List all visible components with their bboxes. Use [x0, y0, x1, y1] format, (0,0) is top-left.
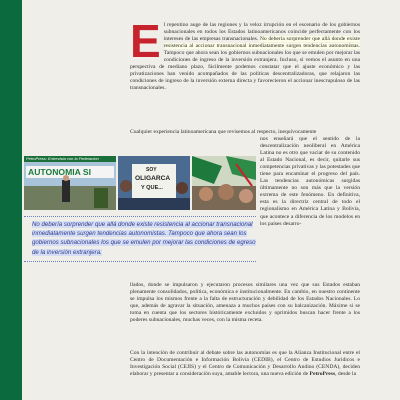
highlighted-sentence: No debería sorprender que allá donde existe resistencia al accionar transnacional inmediatamente surgen tendencias autonomistas. [163, 36, 360, 50]
pull-quote-text: No debería sorprender que allá donde existe resistencia al accionar transnacional inmediatamente surgen tendencias autonomistas. Tampoco que ahora sean los gobiernos subnacionales los que se emulen por mejorar las condiciones de egreso de la inversión extranjera. [32, 221, 256, 256]
paragraph-3: Con la intención de contribuir al debate sobre las autonomías es que la Alianza Institucional entre el Centro de Documentación e Información Bolivia (CEDIB), el Centro de Estudios Jurídicos e Investigación Social (CEJIS) y el Centro de Comunicación y Desarrollo Andino (CENDA), deciden elaborar y presentar a consideración suya, amable lectora, una nueva edición de PetroPress, desde la [130, 350, 360, 378]
paragraph-2-intro: Cualquier experiencia latinoamericana que revisemos al respecto, inequívocamente [130, 129, 317, 135]
protest-photo-2 [118, 156, 190, 210]
protest-photo-3-art [192, 156, 256, 210]
right-column-text: nos enseñará que el sentido de la descentralización neoliberal en América Latina no es otro que vaciar de su contenido al Estado Nacional, es decir, quitarle sus competencias privativas y las potestades que tiene para encaminar el progreso del país. Las tendencias autonómicas surgidas últimamente no son más que la versión extrema de este fenómeno. En definitiva, esta es la directriz central de todo el regionalismo en América Latina y Bolivia, que acontece a diferencia de los modelos en los países desarro- [260, 136, 360, 227]
green-side-bar [0, 0, 22, 400]
protest-photo-1-art [24, 156, 116, 210]
drop-cap: E [130, 15, 161, 67]
petropress-title: PetroPress [309, 371, 336, 378]
sign-y-que: Y QUE... [141, 185, 163, 191]
intro-paragraph [130, 15, 360, 92]
protest-photo-3 [192, 156, 256, 210]
intro-text-continued: Tampoco que ahora sean los gobiernos subnacionales los que se emulen por mejorar las condiciones de ingreso de la inversión extranjera. Incluso, si vemos el asunto en una perspectiva de mediano plazo, fácilmente podemos constatar que el ajuste económico y las privatizaciones han venido acompañados de las políticas descentralizadoras, que relajaron las condiciones de ingreso de la inversión externa directa y favorecieron el accionar inescrupuloso de las transnacionales. [130, 50, 360, 92]
protest-photo-2-art [118, 156, 190, 210]
photo-banner-text: PetroPress: Entrevista con la Federacion [24, 156, 116, 162]
sign-soy: SOY [146, 167, 157, 173]
paragraph-2-continued: llados, donde se impulsaron y ejecutaron procesos similares una vez que sus Estados estaban plenamente consolidados, política, económica e institucionalmente. En cambio, en nuestro continente se impulsa los mismos frente a la falta de estructuración y debilidad de los Estados Nacionales. Lo que, además de agravar la situación, amenaza a muchos países con su balcanización. Máxime si se toma en cuenta que los sectores históricamente excluidos y oprimidos buscan hacer frente a los poderes subnacionales, muchas veces, con la misma receta. [130, 282, 360, 324]
protest-photo-1 [24, 156, 116, 210]
intro-text: l repentino auge de las regiones y la veloz irrupción en el escenario de los gobiernos subnacionales en todos los Estados latinoamericanos coincide perfectamente con los intereses de las empresas transnacionales. [163, 22, 360, 43]
photo-strip [24, 156, 256, 210]
sign-oligarca: OLIGARCA [135, 175, 171, 182]
autonomia-sign-text: AUTONOMIA SI [28, 167, 92, 177]
pull-quote [24, 216, 256, 262]
